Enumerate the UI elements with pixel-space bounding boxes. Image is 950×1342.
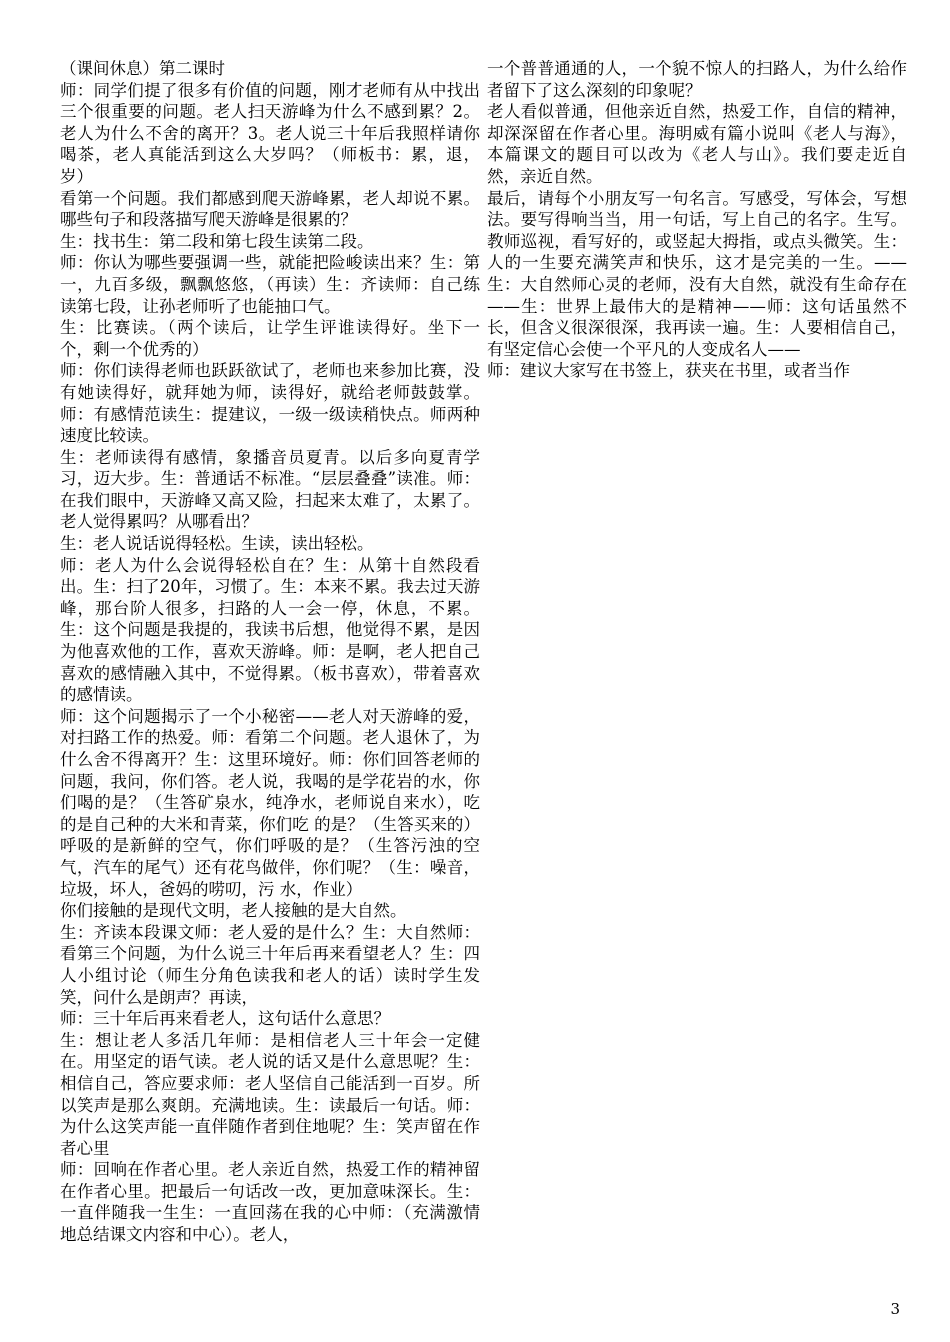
paragraph: 生：比赛读。（两个读后，让学生评谁读得好。坐下一个，剩一个优秀的） — [60, 318, 480, 359]
paragraph: 看第一个问题。我们都感到爬天游峰累，老人却说不累。哪些句子和段落描写爬天游峰是很累的？ — [60, 188, 480, 230]
paragraph: 老人看似普通，但他亲近自然，热爱工作，自信的精神，却深深留在作者心里。海明威有篇小说叫《老人与海》，本篇课文的题目可以改为《老人与山》。我们要走近自然，亲近自然。 — [487, 102, 907, 186]
paragraph: 生：找书生：第二段和第七段生读第二段。 — [60, 231, 374, 251]
paragraph: 生：老师读得有感情，象播音员夏青。以后多向夏青学习，迈大步。生：普通话不标准。“层层叠叠”读准。师：在我们眼中，天游峰又高又险，扫起来太难了，太累了。老人觉得累吗？从哪看出？ — [60, 447, 480, 532]
paragraph: 师：这个问题揭示了一个小秘密——老人对天游峰的爱，对扫路工作的热爱。师：看第二个问题。老人退休了，为什么舍不得离开？生：这里环境好。师：你们回答老师的问题，我问，你们答。老人说，我喝的是学花岩的水，你们喝的是？（生答矿泉水，纯净水，老师说自来水），吃的是自己种的大米和青菜，你们吃 的是？（生答买来的）呼吸的是新鲜的空气，你们呼吸的是？（生答污浊的空气，汽车的尾气）还有花鸟做伴，你们呢？（生：噪音，垃圾，坏人，爸妈的唠叨，污 水，作业） — [60, 706, 480, 899]
paragraph: 最后，请每个小朋友写一句名言。写感受，写体会，写想法。要写得响当当，用一句话，写上自己的名字。生写。教师巡视，看写好的，或竖起大拇指，或点头微笑。生：人的一生要充满笑声和快乐，这才是完美的一生。——生：大自然师心灵的老师，没有大自然，就没有生命存在——生：世界上最伟大的是精神——师：这句话虽然不长，但含义很深很深，我再读一遍。生：人要相信自己，有坚定信心会使一个平凡的人变成名人—— — [487, 188, 907, 359]
paragraph: 师：你认为哪些要强调一些，就能把险峻读出来？生：第一，九百多级，飘飘悠悠，（再读）生：齐读师：自己练读第七段，让孙老师听了也能抽口气。 — [60, 253, 480, 316]
right-text-column — [487, 58, 907, 382]
paragraph: 师：同学们提了很多有价值的问题，刚才老师有从中找出三个很重要的问题。老人扫天游峰为什么不感到累？2。老人为什么不舍的离开？3。老人说三十年后我照样请你喝茶，老人真能活到这么大岁吗？（师板书：累，退，岁） — [60, 80, 480, 186]
paragraph: 师：建议大家写在书签上，获夹在书里，或者当作 — [487, 361, 850, 381]
paragraph: 生：齐读本段课文师：老人爱的是什么？生：大自然师：看第三个问题，为什么说三十年后再来看望老人？生：四人小组讨论（师生分角色读我和老人的话）读时学生发笑，问什么是朗声？再读， — [60, 922, 480, 1007]
paragraph: 师：你们读得老师也跃跃欲试了，老师也来参加比赛，没有她读得好，就拜她为师，读得好，就给老师鼓鼓掌。师：有感情范读生：提建议，一级一级读稍快点。师两种速度比较读。 — [60, 361, 480, 446]
paragraph: 你们接触的是现代文明，老人接触的是大自然。 — [60, 901, 407, 921]
paragraph: 师：三十年后再来看老人，这句话什么意思？ — [60, 1009, 390, 1029]
left-text-column — [60, 58, 480, 1246]
paragraph: 生：老人说话说得轻松。生读，读出轻松。 — [60, 534, 374, 554]
paragraph: 一个普普通通的人，一个貌不惊人的扫路人，为什么给作者留下了这么深刻的印象呢？ — [487, 59, 907, 100]
paragraph: 师：老人为什么会说得轻松自在？生：从第十自然段看出。生：扫了20年，习惯了。生：本来不累。我去过天游峰，那台阶人很多，扫路的人一会一停，休息，不累。生：这个问题是我提的，我读书后想，他觉得不累，是因为他喜欢他的工作，喜欢天游峰。师：是啊，老人把自己喜欢的感情融入其中，不觉得累。（板书喜欢），带着喜欢的感情读。 — [60, 555, 480, 705]
paragraph: （课间休息）第二课时 — [60, 59, 225, 78]
paragraph: 生：想让老人多活几年师：是相信老人三十年会一定健在。用坚定的语气读。老人说的话又是什么意思呢？生：相信自己，答应要求师：老人坚信自己能活到一百岁。所以笑声是那么爽朗。充满地读。生：读最后一句话。师：为什么这笑声能一直伴随作者到住地呢？生：笑声留在作者心里 — [60, 1030, 480, 1158]
page-number: 3 — [890, 1300, 900, 1318]
paragraph: 师：回响在作者心里。老人亲近自然，热爱工作的精神留在作者心里。把最后一句话改一改，更加意味深长。生：一直伴随我一生生：一直回荡在我的心中师：（充满激情地总结课文内容和中心）。老人， — [60, 1160, 480, 1245]
